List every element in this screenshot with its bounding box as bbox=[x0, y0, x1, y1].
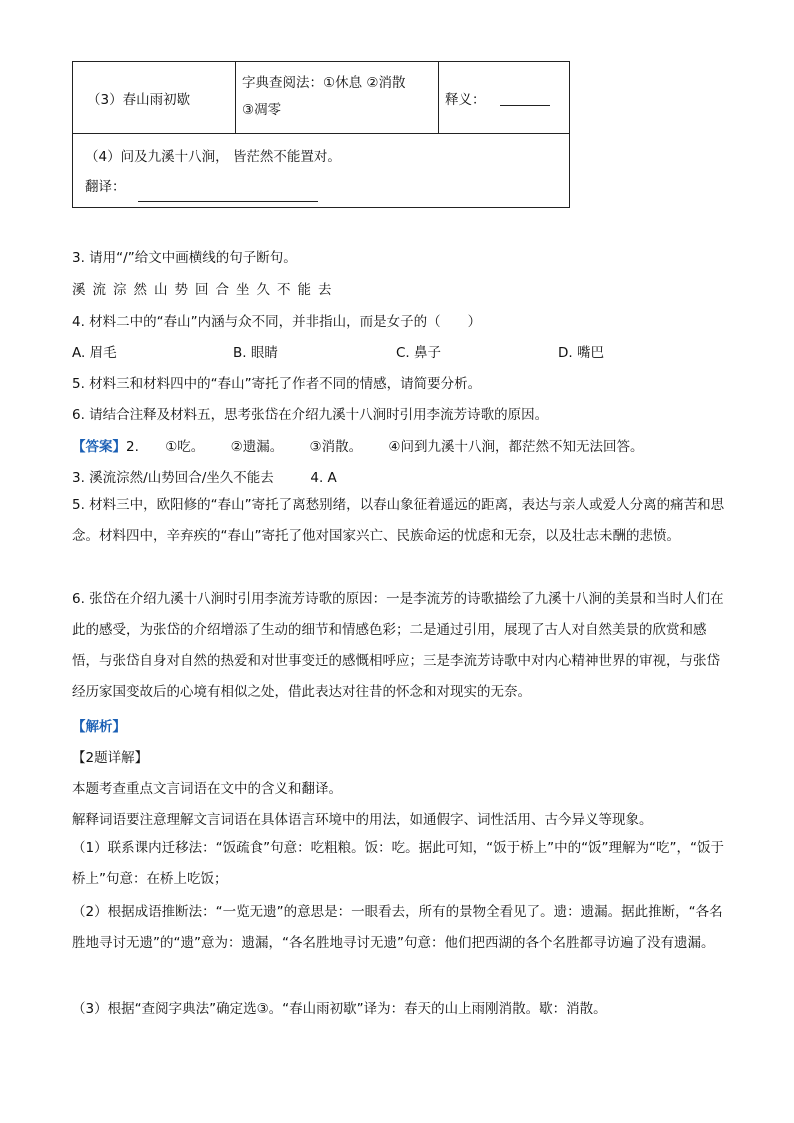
answer-3: 3. 溪流淙然/山势回合/坐久不能去 bbox=[72, 470, 274, 486]
table-cell-method bbox=[236, 62, 439, 133]
table-row bbox=[73, 62, 569, 134]
meaning-label: 释义： bbox=[445, 91, 486, 108]
question-5: 5. 材料三和材料四中的“春山”寄托了作者不同的情感，请简要分析。 bbox=[72, 376, 482, 392]
analysis-paragraph: （2）根据成语推断法：“一览无遗”的意思是：一眼看去，所有的景物全看见了。遗：遗漏。据此推断，“各名胜地寻讨无遗”的“遗”意为：遗漏，“各名胜地寻讨无遗”句意：他们把西湖的各个名胜都寻访遍了没有遗漏。 bbox=[72, 904, 723, 951]
analysis-paragraph: 本题考查重点文言词语在文中的含义和翻译。 bbox=[72, 781, 342, 797]
question-3: 3. 请用“/”给文中画横线的句子断句。 bbox=[72, 250, 297, 266]
translate-label: 翻译： bbox=[85, 179, 126, 195]
question-6: 6. 请结合注释及材料五，思考张岱在介绍九溪十八涧时引用李流芳诗歌的原因。 bbox=[72, 407, 549, 423]
table-row bbox=[73, 134, 569, 207]
answer-blank bbox=[500, 89, 550, 106]
analysis-tag: 【解析】 bbox=[72, 719, 126, 735]
answer-blank bbox=[138, 185, 318, 202]
table-cell-translate bbox=[85, 172, 569, 202]
question-3-text: 溪流淙然山势回合坐久不能去 bbox=[72, 282, 339, 298]
analysis-paragraph: （3）根据“查阅字典法”确定选③。“春山雨初歇”译为：春天的山上雨刚消散。歇：消散。 bbox=[72, 1001, 607, 1017]
answer-tag: 【答案】 bbox=[72, 439, 126, 455]
answer-4: 4. A bbox=[310, 470, 337, 486]
analysis-paragraph: 解释词语要注意理解文言词语在具体语言环境中的用法，如通假字、词性活用、古今异义等现象。 bbox=[72, 812, 653, 828]
method-line: ③凋零 bbox=[242, 102, 282, 118]
answer-2-item: ③消散。 bbox=[309, 439, 363, 455]
method-line: 字典查阅法：①休息 ②消散 bbox=[242, 75, 406, 91]
table-cell-item: （3）春山雨初歇 bbox=[73, 62, 236, 133]
answer-2-item: ①吃。 bbox=[165, 439, 205, 455]
question-4: 4. 材料二中的“春山”内涵与众不同，并非指山，而是女子的（ ） bbox=[72, 314, 482, 330]
detail-tag: 【2题详解】 bbox=[72, 750, 149, 766]
table-cell-item: （4）问及九溪十八涧， 皆茫然不能置对。 bbox=[85, 149, 341, 165]
answer-5: 5. 材料三中，欧阳修的“春山”寄托了离愁别绪，以春山象征着遥远的距离，表达与亲人或爱人分离的痛苦和思念。材料四中，辛弃疾的“春山”寄托了他对国家兴亡、民族命运的忧虑和无奈，以及壮志未酬的悲愤。 bbox=[72, 497, 725, 544]
analysis-paragraph: （1）联系课内迁移法：“饭疏食”句意：吃粗粮。饭：吃。据此可知，“饭于桥上”中的“饭”理解为“吃”，“饭于桥上”句意：在桥上吃饭； bbox=[72, 840, 725, 887]
option-a: A. 眉毛 bbox=[72, 345, 117, 361]
table-cell-meaning bbox=[439, 62, 569, 133]
exercise-table bbox=[72, 61, 570, 208]
answer-2-item: ④问到九溪十八涧，都茫然不知无法回答。 bbox=[388, 439, 644, 455]
answer-2-line bbox=[72, 435, 644, 455]
answer-2-item: ②遗漏。 bbox=[230, 439, 284, 455]
answer-2-prefix: 2. bbox=[126, 439, 139, 455]
option-d: D. 嘴巴 bbox=[558, 345, 604, 361]
answer-3-4-line bbox=[72, 466, 337, 486]
answer-6: 6. 张岱在介绍九溪十八涧时引用李流芳诗歌的原因：一是李流芳的诗歌描绘了九溪十八涧的美景和当时人们在此的感受，为张岱的介绍增添了生动的细节和情感色彩；二是通过引用，展现了古人对自然美景的欣赏和感悟，与张岱自身对自然的热爱和对世事变迁的感慨相呼应；三是李流芳诗歌中对内心精神世界的审视，与张岱经历家国变故后的心境有相似之处，借此表达对往昔的怀念和对现实的无奈。 bbox=[72, 591, 724, 700]
option-b: B. 眼睛 bbox=[233, 345, 278, 361]
option-c: C. 鼻子 bbox=[396, 345, 442, 361]
